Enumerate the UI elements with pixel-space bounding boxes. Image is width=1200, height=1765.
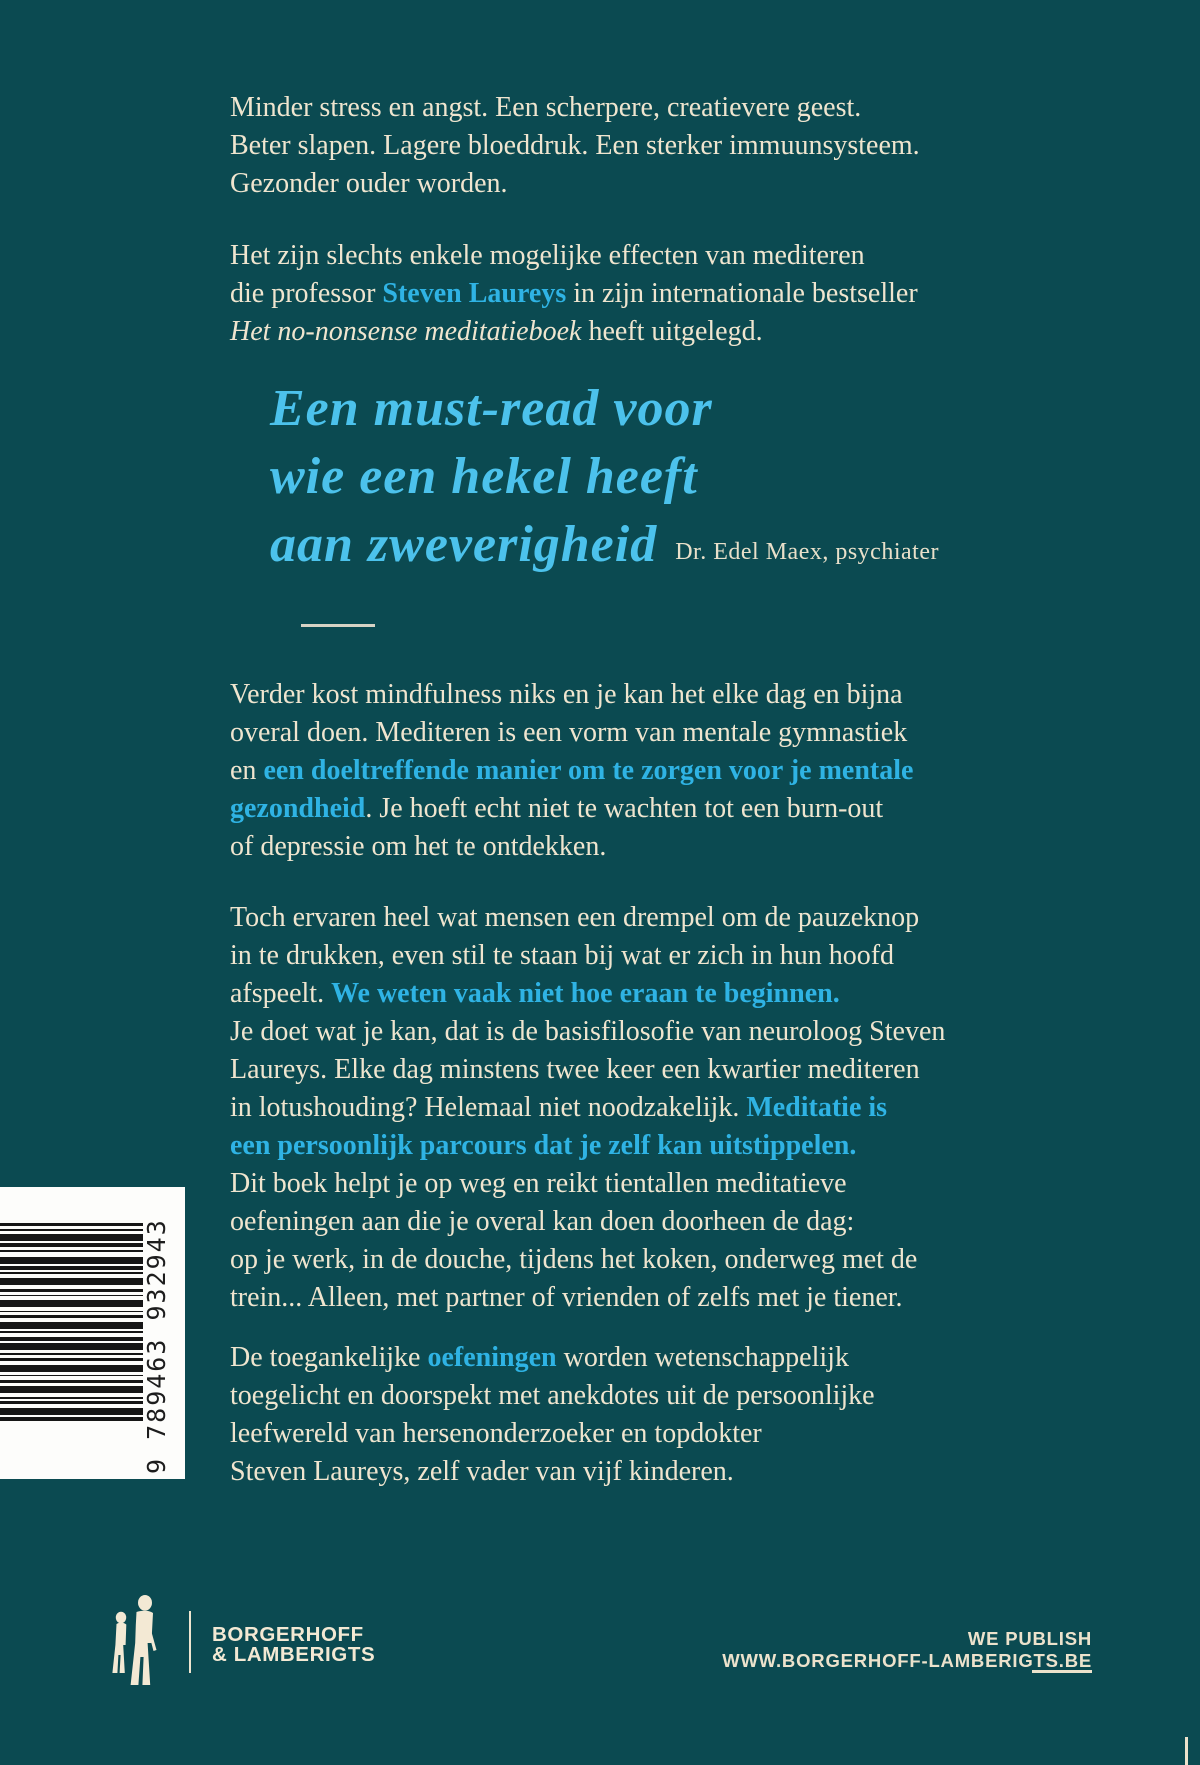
barcode-bar: [0, 1337, 143, 1340]
barcode-bar: [0, 1322, 143, 1329]
isbn-barcode-panel: [0, 1187, 185, 1479]
publisher-name: [212, 1625, 375, 1664]
barcode-bar: [0, 1397, 143, 1399]
mindfulness-paragraph: Verder kost mindfulness niks en je kan het elke dag en bijna overal doen. Mediteren is een vorm van mentale gymnastiek en een doeltreffende manier om te zorgen voor je mentale gezondheid. Je hoeft echt niet te wachten tot een burn-out of depressie om het te ontdekken.: [230, 679, 914, 862]
logo-divider: [189, 1611, 191, 1673]
publisher-name-line2: & LAMBERIGTS: [212, 1642, 376, 1666]
quote-divider: [301, 624, 375, 627]
barcode-bar: [0, 1295, 143, 1297]
publisher-logo-icon: [106, 1594, 168, 1690]
barcode-bar: [0, 1234, 143, 1241]
barcode-bar: [0, 1272, 143, 1274]
barcode-bar: [0, 1223, 143, 1226]
barcode-bar: [0, 1380, 143, 1383]
barcode-bar: [0, 1343, 143, 1350]
barcode-bar: [0, 1278, 143, 1285]
barcode-bar: [0, 1417, 143, 1420]
barcode-bar: [0, 1300, 143, 1307]
barcode-bar: [0, 1331, 143, 1333]
benefits-paragraph: Minder stress en angst. Een scherpere, creatievere geest. Beter slapen. Lagere bloeddruk. Een sterker immuunsysteem. Gezonder ouder worden.: [230, 92, 920, 199]
barcode-bar: [0, 1257, 143, 1264]
exercises-paragraph: De toegankelijke oefeningen worden wetenschappelijk toegelicht en doorspekt met anekdotes uit de persoonlijke leefwereld van hersenonderzoeker en topdokter Steven Laureys, zelf vader van vijf kinderen.: [230, 1342, 875, 1487]
publisher-website: WWW.BORGERHOFF-LAMBERIGTS.BE: [722, 1649, 1092, 1671]
isbn-number: 9 789463 932943: [142, 1218, 171, 1474]
barcode-bar: [0, 1353, 143, 1355]
publisher-name-line1: BORGERHOFF: [212, 1623, 364, 1646]
barcode-bar: [0, 1408, 143, 1415]
barcode-bar: [0, 1311, 143, 1313]
website-underline: [1032, 1670, 1092, 1673]
barcode-bar: [0, 1401, 143, 1404]
barcode-bar: [0, 1375, 143, 1377]
barcode-bar: [0, 1243, 143, 1246]
right-edge-line: [1185, 1737, 1188, 1765]
barcode-bar: [0, 1289, 143, 1292]
barcode-bar: [0, 1358, 143, 1361]
barcode-bar: [0, 1266, 143, 1269]
barcode-bar: [0, 1250, 143, 1252]
threshold-paragraph: Toch ervaren heel wat mensen een drempel om de pauzeknop in te drukken, even stil te staan bij wat er zich in hun hoofd afspeelt. We weten vaak niet hoe eraan te beginnen. Je doet wat je kan, dat is de basisfilosofie van neuroloog Steven Laureys. Elke dag minstens twee keer een kwartier mediteren in lotushouding? Helemaal niet noodzakelijk. Meditatie is een persoonlijk parcours dat je zelf kan uitstippelen. Dit boek helpt je op weg en reikt tientallen meditatieve oefeningen aan die je overal kan doen doorheen de dag: op je werk, in de douche, tijdens het koken, onderweg met de trein... Alleen, met partner of vrienden of zelfs met je tiener.: [230, 902, 946, 1313]
barcode-bar: [0, 1365, 143, 1372]
publisher-tagline-block: [722, 1628, 1092, 1671]
publisher-tagline: WE PUBLISH: [967, 1628, 1092, 1649]
intro-paragraph: Het zijn slechts enkele mogelijke effecten van mediteren die professor Steven Laureys in zijn internationale bestseller Het no-nonsense meditatieboek heeft uitgelegd.: [230, 240, 918, 347]
review-quote: Een must-read voor wie een hekel heeft aan zweverigheid Dr. Edel Maex, psychiater: [270, 380, 939, 573]
barcode-bar: [0, 1386, 143, 1393]
barcode-bar: [0, 1315, 143, 1318]
barcode-bars-icon: [0, 1223, 143, 1422]
barcode-bar: [0, 1229, 143, 1231]
